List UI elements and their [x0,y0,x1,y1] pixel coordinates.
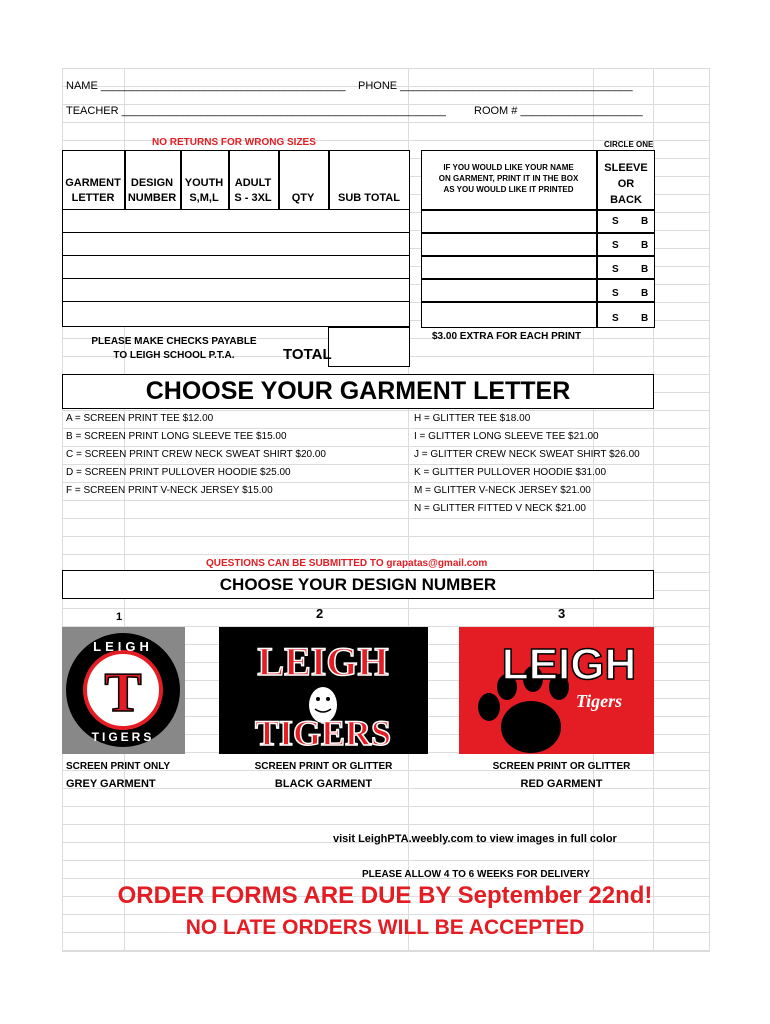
order-row-2[interactable] [62,232,410,256]
tigers-script: Tigers [575,691,623,711]
teacher-field[interactable]: TEACHER _____________________________________________________ [66,105,446,117]
option-back[interactable]: B [641,288,649,299]
col-qty: QTY [291,192,315,204]
questions-note: QUESTIONS CAN BE SUBMITTED TO grapatas@gmail.com [206,558,488,569]
questions-email-link[interactable]: grapatas@gmail.com [386,558,488,569]
garment-option: I = GLITTER LONG SLEEVE TEE $21.00 [414,431,599,442]
order-row-4[interactable] [62,278,410,302]
total-box[interactable] [328,327,410,367]
design-1-caption: SCREEN PRINT ONLY [66,761,171,772]
phone-field[interactable]: PHONE ______________________________________ [358,80,633,92]
option-back[interactable]: B [641,313,649,324]
room-field[interactable]: ROOM # ____________________ [474,105,643,117]
design-2-garment: BLACK GARMENT [274,778,373,790]
visit-website-link[interactable]: visit LeighPTA.weebly.com to view images in full color [333,833,617,845]
name-print-instructions: IF YOU WOULD LIKE YOUR NAME [443,163,574,172]
col-youth: YOUTH [184,177,224,189]
option-sleeve[interactable]: S [612,240,619,251]
garment-option: J = GLITTER CREW NECK SWEAT SHIRT $26.00 [414,449,640,460]
delivery-note: PLEASE ALLOW 4 TO 6 WEEKS FOR DELIVERY [362,869,590,880]
garment-option: D = SCREEN PRINT PULLOVER HOODIE $25.00 [66,467,291,478]
garment-option: B = SCREEN PRINT LONG SLEEVE TEE $15.00 [66,431,287,442]
option-sleeve[interactable]: S [612,216,619,227]
extra-print-note: $3.00 EXTRA FOR EACH PRINT [432,331,582,342]
design-1-garment: GREY GARMENT [66,778,156,790]
design-number-3: 3 [558,606,566,621]
name-field[interactable]: NAME ________________________________________ [66,80,346,92]
order-row-1[interactable] [62,209,410,233]
late-orders-notice: NO LATE ORDERS WILL BE ACCEPTED [185,916,585,939]
garment-option: K = GLITTER PULLOVER HOODIE $31.00 [414,467,607,478]
garment-option: A = SCREEN PRINT TEE $12.00 [66,413,214,424]
option-sleeve[interactable]: S [612,313,619,324]
garment-letter-title: CHOOSE YOUR GARMENT LETTER [62,374,654,409]
design-2-image[interactable] [219,627,428,754]
design-number-1: 1 [116,611,123,623]
circle-one-label: CIRCLE ONE [604,140,654,149]
seal-letter: T [104,662,142,724]
seal-top-text: LEIGH [93,639,153,654]
design-3-garment: RED GARMENT [520,778,603,790]
garment-option: C = SCREEN PRINT CREW NECK SWEAT SHIRT $20.00 [66,449,326,460]
garment-option: N = GLITTER FITTED V NECK $21.00 [414,503,586,514]
col-garment-letter: GARMENT [65,177,121,189]
design-1-image[interactable] [62,627,185,754]
design-3-image[interactable] [459,627,654,754]
leigh-wordmark: LEIGH [501,640,637,689]
col-adult: ADULT [234,177,272,189]
option-back[interactable]: B [641,264,649,275]
option-sleeve[interactable]: S [612,264,619,275]
order-row-5[interactable] [62,301,410,327]
design-number-title: CHOOSE YOUR DESIGN NUMBER [62,570,654,599]
order-row-3[interactable] [62,255,410,279]
design-number-2: 2 [316,606,324,621]
leigh-wordmark: LEIGH [257,639,389,684]
garment-option: M = GLITTER V-NECK JERSEY $21.00 [414,485,591,496]
option-sleeve[interactable]: S [612,288,619,299]
col-design-number: DESIGN [130,177,174,189]
col-subtotal: SUB TOTAL [338,192,400,204]
sleeve-or-back-header: SLEEVE [604,162,648,174]
garment-option: H = GLITTER TEE $18.00 [414,413,531,424]
total-label: TOTAL [283,346,332,363]
design-2-caption: SCREEN PRINT OR GLITTER [254,761,393,772]
option-back[interactable]: B [641,216,649,227]
due-date-notice: ORDER FORMS ARE DUE BY September 22nd! [117,882,653,909]
seal-bottom-text: TIGERS [91,730,155,744]
design-3-caption: SCREEN PRINT OR GLITTER [492,761,631,772]
no-returns-note: NO RETURNS FOR WRONG SIZES [152,137,316,148]
tigers-wordmark: TIGERS [254,713,392,753]
option-back[interactable]: B [641,240,649,251]
garment-option: F = SCREEN PRINT V-NECK JERSEY $15.00 [66,485,273,496]
checks-payable-note: PLEASE MAKE CHECKS PAYABLE [91,336,257,347]
